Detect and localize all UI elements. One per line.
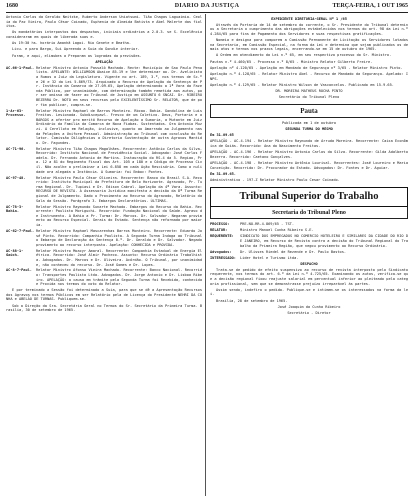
pauta-organ: SEGUNDA TURMA DO MESMO [285, 127, 333, 132]
intro-paragraph: Antonio Carlos da Geraldo Neitzke, Ruberto Anderson Uniatsumi. Tião Chagas Laguaimia. Ceolia do Paz Vieira, Paulo César Coinado, Euphenia de Almeida Batista e Abel Malerte das fiolitos. [6, 15, 202, 29]
processo-key: Advogados: [210, 249, 232, 254]
pauta-footer: Administrativo - 197-Z Relator Ministro Paulo Cesar Coinado. [210, 177, 340, 182]
case-text: Relator Ministro Afonso Vieira Machado. Recorrente: Banco Nacional. Recorrido: Transportes Paulista Ltda. Advogados. Dr. Jorge Antonio e Dr. Lisboa Ribeiro. APELAÇÃO: a causa em trâmite pela Segunda Turma foi Recebida, conhecida e Provida nos termos do voto do Relator. [36, 268, 202, 287]
case-key: AC-78-3-Bahia. [6, 204, 24, 214]
closing-paragraph: E por terminado a Sessão foi determinado a Suia, para que se dê a Apresentação Recursos dos Agravos nos termos Públicos em ser Relatório pela de Licença do Presidente NEHRI DA CUNHA e ABELÃO DE TURNAS. Publiquem-se. [6, 288, 202, 302]
processo-value: Ministro Manoel Cunha Ribeiro S.E. [240, 228, 314, 233]
processo-value: PRE-NO-RR-4.869/65 - TST. [240, 222, 295, 227]
case-key: AC-62-7-Paul. [6, 228, 35, 233]
secretaria-heading-box [210, 207, 408, 219]
processo-value: Lider Hotel e Turismo Ltda. [240, 255, 299, 260]
sub-entry: Apelação nº 4.120/65 - Apelação em Mandado de Segurança nº 3/65 - Relator Ministro Pinto. [210, 65, 403, 70]
case-text: Relator Ministro Tião Chagas Magalhães. Recorrente: Antônio Carlos da Silva. Recorrido: Instituto Nacional de Previdência Social. Advogado: José Carlos Fadela. Dr. Fernando Antonio de Martins. Instauração do RS-4 da 5. Regiao, Pra. 12 a 81 do Regimento Fiscal dos Art. 105 a 180 e o Código de Processo Civil. Não acolhe a preliminar a Lei 6.858 em cada Ação Rescisória. Como a nulidade ora alegada a Instância. A Sumaria: foi Emboc: Pontes. [36, 146, 202, 174]
processo-field [210, 234, 408, 248]
processo-field [210, 222, 408, 227]
case-key: AC-97-48. [6, 175, 26, 180]
case-entry [6, 205, 202, 228]
case-entry [6, 268, 202, 286]
pauta-entry: APELAÇÃO - AC-4.194 - Relator Ministro Raymundo de Arruda Moreira. Recorrente: Caixa Econômica de Goiás. Recorrido: Ana do Nascimento Freitas. [210, 139, 408, 148]
expediente-paragraph: A Ordem em atendimento da Lei n.º 65, em seu respectivo processo do Sr. Ministro. [216, 53, 392, 58]
header-rule [6, 12, 408, 13]
case-entry [6, 109, 202, 146]
pauta-entry: APELAÇÃO - AC-4.196 - Relator Ministro Antonio Carlos da Silva. Recorrente: Gilda Adalberto Bezerra. Recorrido: Caetano Gonçalves. [210, 150, 408, 159]
processo-value: Dr. Ulisses Riedel de Rezende e Dr. Paulo Bastos. [240, 249, 347, 254]
expediente-paragraph: Nomeia e designa para comporem a Comissão Permanente de Licitação os Servidores lotados na Secretaria, em Comissão Especial, na forma da Lei e determina que sejam publicados os demais atos e termos nos prazos legais, encerrando-se em 15 de outubro de 1965. [210, 37, 408, 52]
intro-paragraph: Foram, e aqui, elimubes a Preparam as logradas da previsões. [12, 53, 142, 58]
left-column [6, 15, 202, 497]
column-divider [205, 14, 206, 496]
case-key: 1-Ar-63-Processo. [6, 108, 26, 118]
processo-field [210, 228, 408, 233]
signature-name: DR. MOREIRA MATHEUS ROCHA PINTO [275, 89, 343, 94]
case-entry [6, 66, 202, 107]
processo-value: SINDICATO DOS EMPREGADOS NO COMERCIO HOTELEIRO E SIMILARES DA CIDADE DO RIO DE JANEIRO, em Recurso de Revista contra a decisão do Tribunal Regional do Trabalho da Primeira Região, que negou provimento ao Recurso Ordinário. [240, 234, 408, 248]
processo-field [210, 256, 408, 261]
case-entry [6, 147, 202, 175]
secretaria-title: Secretaria do Tribunal Pleno [272, 209, 346, 216]
section-title-apelacao: APELAÇÃO [95, 59, 113, 64]
right-column [210, 15, 408, 497]
page-number: 1680 [6, 3, 18, 9]
case-text: Relator Ministro Raphael de Barros Monteiro. Rbcao. Bahia. Gondolina de Luis Freitas. Lesionada. Subdiscepavl. Fresco de um Coletivo. Deus, Portaria e a BARGOS a ofertar pro meritó Recurso de Apelação a Sumaria, a Mutante em Juiz Ordinário da Família da Comarca de Nova Fiabas. Sustentados. Ora Antonio Muzzi. A Cerelloto em Relação, inclusive, quanto ao Amarrado ao Julgamento nas da Pelações a Uniform Pessoal. Administração ao Tribunal com conclusão do Relator. Comissão Diligências a Diretoria Sustentação de outra Agravos Mantido. Dr. Fagundes. [36, 108, 202, 145]
case-key: AC.66-1-Paul. [6, 65, 35, 70]
apelacao-line: Apelação n.º 4.128/65 - Relator Ministro Abel - Recurso de Mandado da Segurança. Apelado: INPS. [210, 71, 408, 81]
signature-role: Secretário do Tribunal Pleno [278, 95, 340, 100]
case-key: AC-88-1-Gaúch. [6, 248, 24, 258]
sub-entry: Pautas n.º 4.460/65 - Processo n.º 8/65 - Ministro Relator Gilberto Freire. [210, 59, 373, 64]
processo-key: PROCESSO: [210, 222, 230, 227]
case-entry [6, 249, 202, 267]
despacho-signature: José Joaquim da Cunha Ribeiro [277, 305, 341, 310]
pauta-title: Pauta [300, 106, 318, 115]
case-entry [6, 229, 202, 247]
apelacao-line: Apelação n.º 4.129/65 - Relator Ministro Wilson de Vasconcelos. Publicado em 15.9.65. [210, 82, 394, 87]
tst-title: Tribunal Superior do Trabalho [239, 191, 379, 203]
despacho-paragraph: Trata-se de pedido de efeito suspensivo ao recurso de revista interposto pelo Sindicato requerente, nos termos do art. 6.º da Lei n.º 4.725/65. Examinando os autos, verifica-se que a decisão regional fixou reajuste salarial em percentual inferior ao pleiteado pela categoria profissional, sem que se demonstrasse prejuízo irreparável às partes. [210, 267, 408, 286]
section-title-expediente: EXPEDIENTE DIRETORIA-GERAL Nº 1 /65 [271, 16, 347, 21]
case-text: Relator Ministro Moacyr Amaral. Recorrente: Companhia Estadual de Energia Elétrica. Recorrido: José Almir Pacheco. Assunto: Recurso Ordinário Trabalhista. Advogados. Dr. Marcos e Dr. Oliveira. Acórdão. O Tribunal, por unanimidade, não conheceu do recurso. Dr. José Gomes e Dr. Lopes. [36, 248, 202, 267]
intro-paragraph: Os mandatários interpostos dos despachos, iniciais ordinários a 2.0.3. se S. Excelência consideraram em quais de liberada suas e. [6, 30, 202, 39]
pauta-date: Em 31.09.65 [210, 133, 234, 138]
publication-title: DIARIO DA JUSTIÇA [174, 3, 240, 9]
case-key: AC-8-7-Paul. [6, 268, 32, 273]
case-key: AC-71-96. [6, 146, 26, 151]
tst-heading-box [210, 187, 408, 207]
processo-field [210, 250, 408, 255]
issue-date: TERÇA-FEIRA, 1 OUT 1965 [332, 3, 408, 9]
case-text: Relator Ministro Raphael Mascarenhas Barros Monteiro. Recorrente: Eduardo José Pinto. Recorrido: Companhia Paulista. A Segunda Turma Indaga ao Tribunal o Embargo de Declaração da Sentença 0.º. Dr. Geraldo e Dr. Salvador. Negado provimento ao recurso interposto. Apelação: CONHECIDA e PROVIDA. [36, 228, 202, 247]
processo-key: INTERESSADO: [210, 255, 236, 260]
pauta-footer-date: Em 31.09.65. [210, 171, 236, 176]
despacho-title: DESPACHO [300, 261, 318, 266]
intro-paragraph: As 19:30 hs. horário Amanhã Lagoi. Rio Genete e Beatha. [12, 41, 131, 46]
case-text: Relator Ministro Antonio Passaló Machado. Recte: Município de Sao Paulo Penalista. APELANTE: WILLIAMSON Abaixe 85-19 e lhe determinar ao. Dr. Avelinista a Rumos a Juiz da Legislatura. Vigente no art. 189, 3.º, nos termos de Sc.º e 26 e 32 da Lei 5.869/73. Arquivado o Recurso de Apelação da Sentença de Pr. Instância da Comarca de 27.09.65, Apelação determinando a 1ª Vara da Fazenda Pública, por unanimidade, com determinação também remetida aos autos, por ser omissa de fazer ao Tribunal de Justiça em ASSUNTO 6 SNCAI. Dr. RIBEIRO BEZERRA Dr. NOTO em seus recursos pelo EXCELENTÍSSIMO Sr. RELATOR, que de por fim publicar, cumpra-se. [36, 65, 202, 107]
pauta-subtitle: Publicada em 1 de outubro [281, 120, 337, 125]
case-text: Relator Ministro Paulo César Oliveira. Recorrente: Banco do Brasil S.A. Recorrido: Instituto Municipal da Prefeitura de Belo Horizonte. Agravado, Pr. Turma Regional. Dr. Tupiasi e Dr. Edison Cabral. Apelação da 4ª Vara. Assunto: RECURSO DE REVISTA. A Assessoria Jurídica manifesta a decisão da 8ª Turma Regional de Julgamento. Dado o Provimento ao Recurso do Agravado, Relatório da Sala da Sessão. Parágrafo 3. Embargos Declaratórios. ÚLTIMAS. [36, 175, 202, 203]
intro-paragraph: Licu. e para Barga, Sui Apreendo a Suia do Gondie interior. [12, 47, 140, 52]
despacho-paragraph: Brasília, 28 de setembro de 1965. [216, 298, 288, 303]
case-entry [6, 176, 202, 204]
processo-key: RELATOR: [210, 228, 228, 233]
pauta-entry: APELAÇÃO - AC-4.198 - Relator Ministro Antônio Lourival. Recorrentes: José Loureiro e Maria Conceição. Recorrido: Dr. Procurador do Estado. Advogados: Dr. Fontes e Dr. Aguiar. [210, 160, 408, 170]
processo-key: REQUERENTE: [210, 234, 234, 239]
despacho-paragraph: Assim sendo, indefiro o pedido. Publique-se e intimem-se os interessados na forma da lei. [210, 287, 408, 297]
despacho-role: Secretário - Diretor [287, 311, 331, 316]
closing-paragraph: Sob a Direção da Sra. Secretária Geral no Termos do Sr. Secretário da Primeira Turma. Brasília, 30 de setembro de 1965. [6, 303, 202, 313]
pauta-heading-box [210, 104, 408, 118]
expediente-paragraph: Através da Portaria de 14 de setembro do corrente, o Sr. Presidente do Tribunal determinou a Secretaria o cumprimento das obrigações estabelecidas nos termos do art. 98 da Lei n.º 4.284/65 para fins de Pagamento dos Servidores e suas respectivas gratificações. [210, 22, 408, 36]
case-text: Relator Ministro Raymundo Sunarte Machado. Embargos do Recurso da Bahia. Recorrente: Paulista Moriguchi. Recorrido: Fundação Nacional da Saúde. Agravo de Instrumento. A Bahia a Pr. Turma: Dr. Marcos. Dr. Salvador. Negaram provimento ao Recurso Especial. Gerais do Estado. Sentença não reformada por maioria. [36, 204, 202, 227]
